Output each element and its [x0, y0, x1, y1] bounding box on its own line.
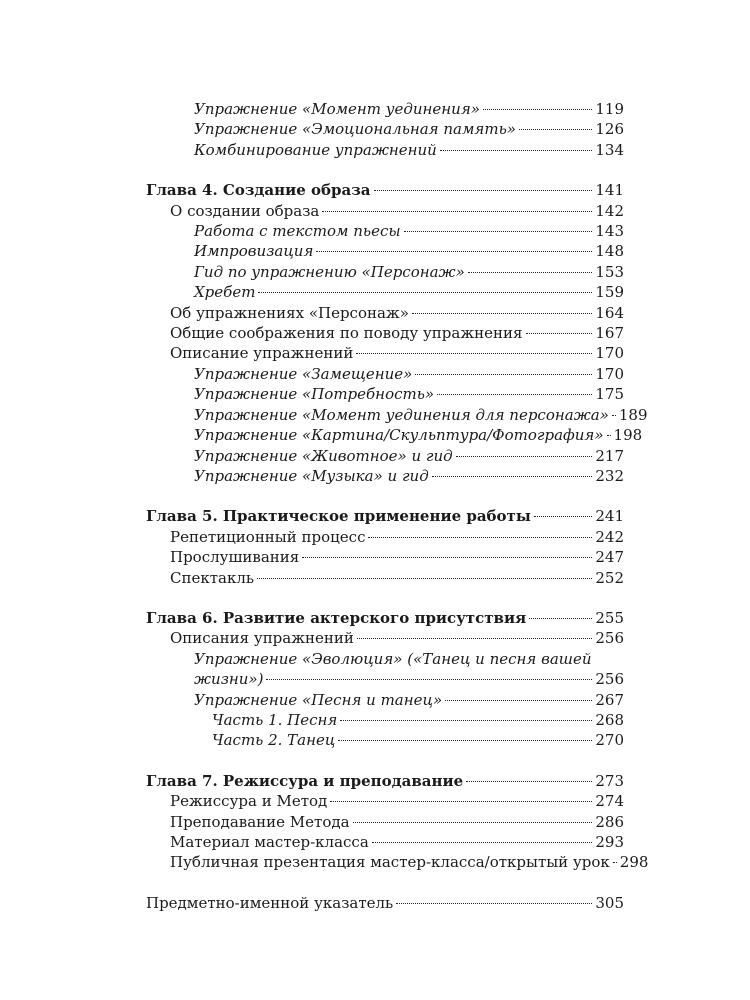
toc-entry-title: Гид по упражнению «Персонаж» — [194, 262, 465, 281]
leader-dots — [412, 313, 592, 314]
leader-dots — [396, 903, 592, 904]
leader-dots — [456, 456, 593, 457]
toc-entry-title: Описания упражнений — [170, 629, 354, 648]
leader-dots — [445, 700, 592, 701]
toc-entry-page: 153 — [595, 262, 624, 281]
toc-entry-title: Часть 1. Песня — [212, 710, 338, 729]
toc-entry-title: Публичная презентация мастер-класса/открытый урок — [170, 853, 610, 872]
leader-dots — [440, 150, 593, 151]
toc-entry-page: 198 — [613, 426, 643, 445]
toc-entry-page: 134 — [595, 140, 624, 159]
toc-entry[interactable] — [170, 303, 624, 323]
leader-dots — [353, 822, 593, 823]
toc-entry[interactable] — [194, 466, 624, 486]
toc-entry-page: 175 — [595, 385, 624, 404]
toc-entry-title: Общие соображения по поводу упражнения — [170, 324, 523, 343]
toc-entry-page: 119 — [595, 100, 624, 118]
leader-dots — [302, 557, 592, 558]
toc-entry-page: 305 — [595, 893, 624, 912]
toc-entry[interactable] — [194, 384, 624, 404]
toc-entry-page: 247 — [595, 548, 624, 567]
toc-entry-title: Глава 6. Развитие актерского присутствия — [146, 608, 527, 627]
leader-dots — [534, 516, 592, 517]
toc-entry-page: 298 — [619, 853, 649, 872]
toc-entry[interactable] — [194, 405, 648, 425]
toc-entry[interactable] — [212, 710, 624, 730]
toc-entry-title: Упражнение «Животное» и гид — [194, 446, 453, 465]
toc-entry-title: Описание упражнений — [170, 344, 354, 363]
toc-entry-title: Об упражнениях «Персонаж» — [170, 303, 409, 322]
toc-entry-title: Упражнение «Картина/Скульптура/Фотография» — [194, 426, 604, 445]
toc-entry-page: 242 — [595, 527, 624, 546]
toc-entry[interactable] — [170, 323, 624, 343]
toc-entry-title: Часть 2. Танец — [212, 731, 336, 750]
toc-entry[interactable] — [170, 568, 624, 588]
toc-entry-page: 256 — [595, 629, 624, 648]
toc-entry[interactable] — [194, 425, 643, 445]
toc-entry-title: Упражнение «Музыка» и гид — [194, 466, 429, 485]
toc-entry-page: 170 — [595, 364, 624, 383]
leader-dots — [483, 109, 592, 110]
leader-dots — [404, 231, 593, 232]
toc-entry-page: 255 — [595, 608, 624, 627]
toc-entry-page: 232 — [595, 466, 624, 485]
toc-entry-title: Упражнение «Песня и танец» — [194, 690, 443, 709]
toc-entry[interactable] — [194, 282, 624, 302]
toc-entry-title: Упражнение «Потребность» — [194, 385, 435, 404]
toc-entry-page: 293 — [595, 833, 624, 851]
toc-entry[interactable] — [170, 628, 624, 648]
leader-dots — [368, 537, 592, 538]
leader-dots — [526, 333, 593, 334]
leader-dots — [374, 190, 593, 191]
toc-entry-page: 256 — [595, 670, 624, 689]
toc-entry-title: Работа с текстом пьесы — [194, 222, 401, 241]
leader-dots — [330, 801, 592, 802]
leader-dots — [415, 374, 592, 375]
toc-entry-title-line1[interactable]: Упражнение «Эволюция» («Танец и песня вашей — [194, 649, 592, 668]
toc-entry-page: 274 — [595, 792, 624, 811]
toc-entry-page: 141 — [595, 181, 624, 200]
toc-entry[interactable] — [170, 547, 624, 567]
toc-entry-title: Прослушивания — [170, 548, 300, 567]
toc-entry[interactable] — [170, 343, 624, 363]
leader-dots — [322, 211, 592, 212]
leader-dots — [519, 129, 592, 130]
toc-entry-page: 270 — [595, 731, 624, 750]
leader-dots — [338, 740, 592, 741]
toc-entry-title: Импровизация — [194, 242, 314, 261]
leader-dots — [468, 272, 593, 273]
chapter-7-heading[interactable] — [146, 771, 624, 791]
toc-entry-title: Материал мастер-класса — [170, 833, 369, 851]
leader-dots — [257, 578, 592, 579]
toc-entry-title: Глава 5. Практическое применение работы — [146, 507, 531, 526]
toc-entry-title: Предметно-именной указатель — [146, 893, 394, 912]
chapter-4-heading[interactable] — [146, 180, 624, 200]
leader-dots — [266, 679, 592, 680]
toc-entry-page: 142 — [595, 201, 624, 220]
toc-entry-page: 148 — [595, 242, 624, 261]
leader-dots — [612, 415, 616, 416]
toc-entry-page: 241 — [595, 507, 624, 526]
toc-entry-title: О создании образа — [170, 201, 320, 220]
toc-entry-title: Режиссура и Метод — [170, 792, 328, 811]
leader-dots — [437, 394, 592, 395]
leader-dots — [613, 862, 617, 863]
toc-entry[interactable] — [194, 690, 624, 710]
toc-entry[interactable] — [194, 446, 624, 466]
chapter-5-heading[interactable] — [146, 506, 624, 526]
toc-entry-title: Хребет — [194, 283, 256, 302]
leader-dots — [340, 720, 592, 721]
toc-entry-title: Преподавание Метода — [170, 812, 350, 831]
toc-entry[interactable] — [170, 852, 649, 872]
toc-entry-page: 267 — [595, 690, 624, 709]
index-entry[interactable] — [146, 893, 624, 913]
toc-entry-page: 268 — [595, 710, 624, 729]
toc-entry-page: 143 — [595, 222, 624, 241]
toc-entry[interactable] — [194, 241, 624, 261]
leader-dots — [529, 618, 592, 619]
toc-entry-title: Упражнение «Замещение» — [194, 364, 413, 383]
toc-entry-page: 252 — [595, 568, 624, 587]
leader-dots — [357, 638, 592, 639]
toc-entry-title-line2: жизни») — [194, 670, 264, 689]
toc-entry-page: 167 — [595, 324, 624, 343]
toc-entry[interactable] — [170, 812, 624, 832]
toc-entry-page: 159 — [595, 283, 624, 302]
toc-entry-page: 189 — [618, 405, 648, 424]
toc-entry-title: Упражнение «Момент уединения» — [194, 100, 480, 118]
chapter-6-heading[interactable] — [146, 608, 624, 628]
toc-entry[interactable] — [170, 791, 624, 811]
leader-dots — [372, 842, 593, 843]
toc-entry[interactable] — [194, 221, 624, 241]
toc-entry-page: 170 — [595, 344, 624, 363]
leader-dots — [316, 251, 592, 252]
leader-dots — [432, 476, 593, 477]
toc-entry[interactable] — [170, 527, 624, 547]
leader-dots — [607, 435, 611, 436]
leader-dots — [356, 353, 592, 354]
toc-entry-title: Глава 4. Создание образа — [146, 181, 371, 200]
toc-entry-page: 273 — [595, 771, 624, 790]
toc-entry[interactable] — [194, 140, 624, 160]
table-of-contents — [0, 99, 750, 913]
toc-entry-title: Спектакль — [170, 568, 255, 587]
toc-entry[interactable] — [194, 364, 624, 384]
toc-entry[interactable] — [194, 119, 624, 139]
leader-dots — [466, 781, 592, 782]
toc-entry-page: 286 — [595, 812, 624, 831]
toc-entry-title: Упражнение «Эмоциональная память» — [194, 120, 516, 139]
toc-entry[interactable] — [194, 669, 624, 689]
leader-dots — [258, 292, 592, 293]
toc-entry-title: Упражнение «Момент уединения для персонажа» — [194, 405, 609, 424]
toc-entry[interactable] — [194, 99, 624, 119]
toc-entry-title: Репетиционный процесс — [170, 527, 366, 546]
toc-entry-page: 126 — [595, 120, 624, 139]
toc-entry-title: Комбинирование упражнений — [194, 140, 437, 159]
toc-entry-page: 217 — [595, 446, 624, 465]
toc-entry[interactable] — [170, 201, 624, 221]
toc-entry[interactable] — [212, 730, 624, 750]
toc-entry[interactable] — [194, 262, 624, 282]
toc-entry[interactable] — [170, 832, 624, 852]
toc-entry-page: 164 — [595, 303, 624, 322]
toc-entry-title: Глава 7. Режиссура и преподавание — [146, 771, 464, 790]
